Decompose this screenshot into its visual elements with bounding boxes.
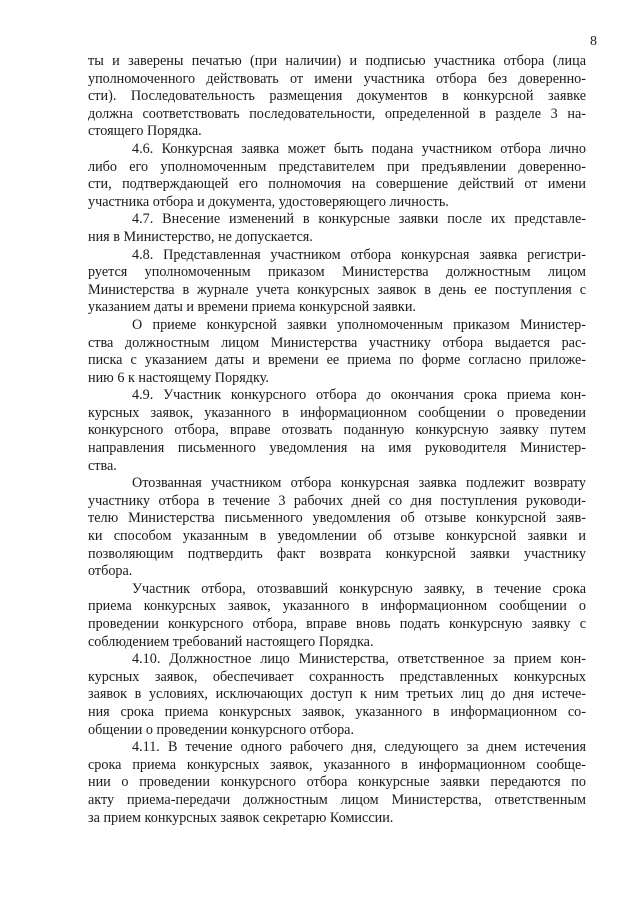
text-line: позволяющим подтвердить факт возврата конкурсной заявки участнику [88, 545, 586, 562]
paragraph [88, 387, 586, 475]
text-line: О приеме конкурсной заявки уполномоченным приказом Министер- [132, 316, 586, 333]
document-body [88, 53, 586, 827]
text-line: телю Министерства письменного уведомления об отзыве конкурсной заяв- [88, 510, 586, 527]
text-line: сти). Последовательность размещения документов в конкурсной заявке [88, 88, 586, 105]
text-line: участника отбора и документа, удостоверяющего личность. [88, 193, 449, 210]
paragraph [88, 581, 586, 651]
text-line: ния срока приема конкурсных заявок, указанного в информационном со- [88, 703, 586, 720]
page-number: 8 [590, 34, 597, 49]
paragraph [88, 475, 586, 581]
text-line: руется уполномоченным приказом Министерства должностным лицом [88, 264, 586, 281]
paragraph [88, 141, 586, 211]
text-line: ки способом указанным в уведомлении об отзыве конкурсной заявки и [88, 528, 586, 545]
paragraph [88, 211, 586, 246]
text-line: указанием даты и времени приема конкурсной заявки. [88, 299, 416, 316]
text-line: 4.8. Представленная участником отбора конкурсная заявка регистри- [132, 246, 586, 263]
text-line: Отозванная участником отбора конкурсная заявка подлежит возврату [132, 475, 586, 492]
text-line: 4.7. Внесение изменений в конкурсные заявки после их представле- [132, 211, 586, 228]
text-line: нии о проведении конкурсного отбора конкурсные заявки передаются по [88, 774, 586, 791]
text-line: писка с указанием даты и времени ее приема по форме согласно приложе- [88, 352, 586, 369]
text-line: стоящего Порядка. [88, 123, 202, 140]
text-line: уполномоченного действовать от имени участника отбора без доверенно- [88, 70, 586, 87]
paragraph [88, 651, 586, 739]
paragraph [88, 739, 586, 827]
text-line: ства. [88, 457, 117, 474]
text-line: Министерства в журнале учета конкурсных заявок в день ее поступления с [88, 281, 586, 298]
text-line: ния в Министерство, не допускается. [88, 228, 313, 245]
text-line: акту приема-передачи должностным лицом Министерства, ответственным [88, 791, 586, 808]
text-line: срока приема конкурсных заявок, указанного в информационном сообще- [88, 756, 586, 773]
text-line: проведении конкурсного отбора, вправе вновь подать конкурсную заявку с [88, 616, 586, 632]
text-line: приема конкурсных заявок, указанного в информационном сообщении о [88, 598, 586, 615]
text-line: общении о проведении конкурсного отбора. [88, 721, 355, 738]
text-line: сти, подтверждающей его полномочия на совершение действий от имени [88, 176, 586, 193]
paragraph [88, 53, 586, 141]
text-line: курсных заявок, обеспечивает сохранность представленных конкурсных [88, 668, 586, 685]
text-line: либо его уполномоченным представителем при предъявлении доверенно- [88, 158, 586, 175]
text-line: участнику отбора в течение 3 рабочих дней со дня поступления руководи- [88, 492, 586, 509]
paragraph [88, 247, 586, 317]
text-line: курсных заявок, указанного в информационном сообщении о проведении [88, 404, 586, 421]
text-line: 4.11. В течение одного рабочего дня, следующего за днем истечения [132, 739, 586, 756]
text-line: 4.9. Участник конкурсного отбора до окончания срока приема кон- [132, 387, 586, 404]
text-line: отбора. [88, 563, 133, 580]
text-line: должна соответствовать последовательности, определенной в разделе 3 на- [88, 105, 586, 122]
text-line: за прием конкурсных заявок секретарю Комиссии. [88, 809, 394, 826]
text-line: заявок в условиях, исключающих доступ к ним третьих лиц до дня истече- [88, 686, 586, 703]
text-line: 4.6. Конкурсная заявка может быть подана участником отбора лично [132, 140, 586, 157]
text-line: соблюдением требований настоящего Порядка. [88, 633, 374, 650]
text-line: направления письменного уведомления на имя руководителя Министер- [88, 440, 586, 457]
text-line: ства должностным лицом Министерства участнику отбора выдается рас- [88, 334, 586, 351]
paragraph [88, 317, 586, 387]
text-line: Участник отбора, отозвавший конкурсную заявку, в течение срока [132, 580, 586, 597]
text-line: ты и заверены печатью (при наличии) и подписью участника отбора (лица [88, 53, 586, 69]
text-line: конкурсного отбора, вправе отозвать поданную конкурсную заявку путем [88, 422, 586, 439]
text-line: нию 6 к настоящему Порядку. [88, 369, 269, 386]
text-line: 4.10. Должностное лицо Министерства, ответственное за прием кон- [132, 651, 586, 668]
